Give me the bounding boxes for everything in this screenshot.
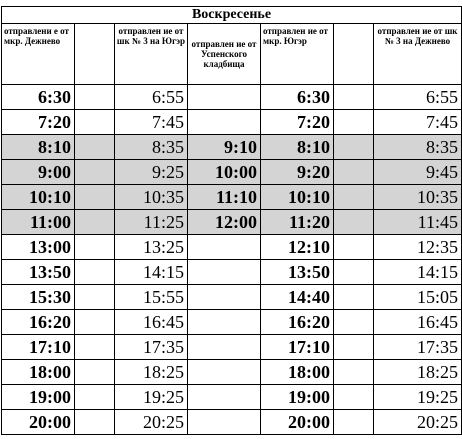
departure-yuger: 19:00 <box>261 385 334 410</box>
departure-dezhnevo: 9:00 <box>2 160 75 185</box>
bus-timetable <box>1 6 462 435</box>
departure-school3-to-yuger: 8:35 <box>115 135 188 160</box>
spacer-cell <box>334 260 374 285</box>
departure-school3-to-yuger: 11:25 <box>115 210 188 235</box>
spacer-cell <box>334 360 374 385</box>
table-row <box>2 310 462 335</box>
departure-dezhnevo: 16:20 <box>2 310 75 335</box>
spacer-cell <box>334 135 374 160</box>
spacer-cell <box>334 110 374 135</box>
table-row <box>2 210 462 235</box>
departure-yuger: 16:20 <box>261 310 334 335</box>
spacer-cell <box>75 135 115 160</box>
departure-uspenskoe-cemetery <box>188 360 261 385</box>
table-row <box>2 135 462 160</box>
header-from-dezhnevo: отправлени е от мкр. Дежнево <box>2 24 75 85</box>
departure-yuger: 11:20 <box>261 210 334 235</box>
departure-yuger: 10:10 <box>261 185 334 210</box>
departure-yuger: 9:20 <box>261 160 334 185</box>
departure-uspenskoe-cemetery: 9:10 <box>188 135 261 160</box>
spacer-cell <box>334 210 374 235</box>
table-row <box>2 385 462 410</box>
spacer-cell <box>334 385 374 410</box>
spacer-cell <box>75 385 115 410</box>
table-row <box>2 360 462 385</box>
spacer-cell <box>334 335 374 360</box>
departure-uspenskoe-cemetery: 11:10 <box>188 185 261 210</box>
header-blank-1 <box>75 24 115 85</box>
table-row <box>2 335 462 360</box>
spacer-cell <box>334 310 374 335</box>
table-row <box>2 110 462 135</box>
departure-school3-to-yuger: 6:55 <box>115 85 188 110</box>
header-from-yuger: отправлен ие от мкр. Югэр <box>261 24 334 85</box>
spacer-cell <box>334 285 374 310</box>
departure-school3-to-dezhnevo: 20:25 <box>374 410 462 435</box>
departure-uspenskoe-cemetery <box>188 260 261 285</box>
departure-school3-to-dezhnevo: 15:05 <box>374 285 462 310</box>
spacer-cell <box>75 360 115 385</box>
spacer-cell <box>75 235 115 260</box>
header-from-uspenskoe-cemetery: отправлен ие от Успенского кладбища <box>188 24 261 85</box>
timetable-body <box>2 85 462 435</box>
departure-school3-to-yuger: 13:25 <box>115 235 188 260</box>
departure-school3-to-yuger: 10:35 <box>115 185 188 210</box>
departure-school3-to-yuger: 20:25 <box>115 410 188 435</box>
departure-school3-to-yuger: 18:25 <box>115 360 188 385</box>
departure-school3-to-dezhnevo: 14:15 <box>374 260 462 285</box>
departure-uspenskoe-cemetery <box>188 410 261 435</box>
departure-dezhnevo: 10:10 <box>2 185 75 210</box>
departure-yuger: 14:40 <box>261 285 334 310</box>
departure-dezhnevo: 20:00 <box>2 410 75 435</box>
spacer-cell <box>75 185 115 210</box>
departure-yuger: 13:50 <box>261 260 334 285</box>
departure-uspenskoe-cemetery <box>188 110 261 135</box>
table-row <box>2 185 462 210</box>
departure-school3-to-dezhnevo: 19:25 <box>374 385 462 410</box>
departure-school3-to-dezhnevo: 8:35 <box>374 135 462 160</box>
departure-yuger: 7:20 <box>261 110 334 135</box>
table-row <box>2 160 462 185</box>
departure-school3-to-yuger: 19:25 <box>115 385 188 410</box>
departure-dezhnevo: 13:00 <box>2 235 75 260</box>
spacer-cell <box>75 410 115 435</box>
spacer-cell <box>75 160 115 185</box>
departure-school3-to-dezhnevo: 17:35 <box>374 335 462 360</box>
departure-dezhnevo: 15:30 <box>2 285 75 310</box>
spacer-cell <box>75 335 115 360</box>
departure-school3-to-dezhnevo: 6:55 <box>374 85 462 110</box>
departure-dezhnevo: 19:00 <box>2 385 75 410</box>
departure-yuger: 18:00 <box>261 360 334 385</box>
departure-dezhnevo: 7:20 <box>2 110 75 135</box>
departure-school3-to-yuger: 17:35 <box>115 335 188 360</box>
departure-uspenskoe-cemetery <box>188 385 261 410</box>
departure-uspenskoe-cemetery <box>188 235 261 260</box>
spacer-cell <box>75 85 115 110</box>
departure-dezhnevo: 17:10 <box>2 335 75 360</box>
departure-school3-to-dezhnevo: 7:45 <box>374 110 462 135</box>
table-row <box>2 235 462 260</box>
departure-uspenskoe-cemetery <box>188 85 261 110</box>
departure-uspenskoe-cemetery <box>188 285 261 310</box>
departure-dezhnevo: 18:00 <box>2 360 75 385</box>
spacer-cell <box>334 235 374 260</box>
departure-school3-to-yuger: 7:45 <box>115 110 188 135</box>
departure-yuger: 8:10 <box>261 135 334 160</box>
day-title: Воскресенье <box>2 7 462 24</box>
departure-school3-to-dezhnevo: 9:45 <box>374 160 462 185</box>
departure-yuger: 20:00 <box>261 410 334 435</box>
table-row <box>2 410 462 435</box>
table-row <box>2 260 462 285</box>
departure-school3-to-dezhnevo: 10:35 <box>374 185 462 210</box>
departure-school3-to-yuger: 14:15 <box>115 260 188 285</box>
spacer-cell <box>75 110 115 135</box>
departure-school3-to-dezhnevo: 18:25 <box>374 360 462 385</box>
departure-yuger: 17:10 <box>261 335 334 360</box>
header-blank-2 <box>334 24 374 85</box>
departure-dezhnevo: 6:30 <box>2 85 75 110</box>
spacer-cell <box>75 310 115 335</box>
departure-uspenskoe-cemetery <box>188 310 261 335</box>
departure-yuger: 12:10 <box>261 235 334 260</box>
departure-school3-to-yuger: 9:25 <box>115 160 188 185</box>
departure-uspenskoe-cemetery <box>188 335 261 360</box>
departure-uspenskoe-cemetery: 12:00 <box>188 210 261 235</box>
table-row <box>2 285 462 310</box>
spacer-cell <box>334 85 374 110</box>
departure-school3-to-yuger: 16:45 <box>115 310 188 335</box>
spacer-cell <box>75 210 115 235</box>
header-from-school3-to-yuger: отправлен ие от шк № 3 на Югэр <box>115 24 188 85</box>
spacer-cell <box>75 260 115 285</box>
departure-dezhnevo: 8:10 <box>2 135 75 160</box>
table-row <box>2 85 462 110</box>
departure-school3-to-dezhnevo: 11:45 <box>374 210 462 235</box>
departure-yuger: 6:30 <box>261 85 334 110</box>
spacer-cell <box>75 285 115 310</box>
departure-dezhnevo: 13:50 <box>2 260 75 285</box>
spacer-cell <box>334 185 374 210</box>
departure-uspenskoe-cemetery: 10:00 <box>188 160 261 185</box>
departure-school3-to-dezhnevo: 16:45 <box>374 310 462 335</box>
departure-dezhnevo: 11:00 <box>2 210 75 235</box>
departure-school3-to-dezhnevo: 12:35 <box>374 235 462 260</box>
spacer-cell <box>334 160 374 185</box>
header-from-school3-to-dezhnevo: отправлен ие от шк № 3 на Дежнево <box>374 24 462 85</box>
spacer-cell <box>334 410 374 435</box>
departure-school3-to-yuger: 15:55 <box>115 285 188 310</box>
